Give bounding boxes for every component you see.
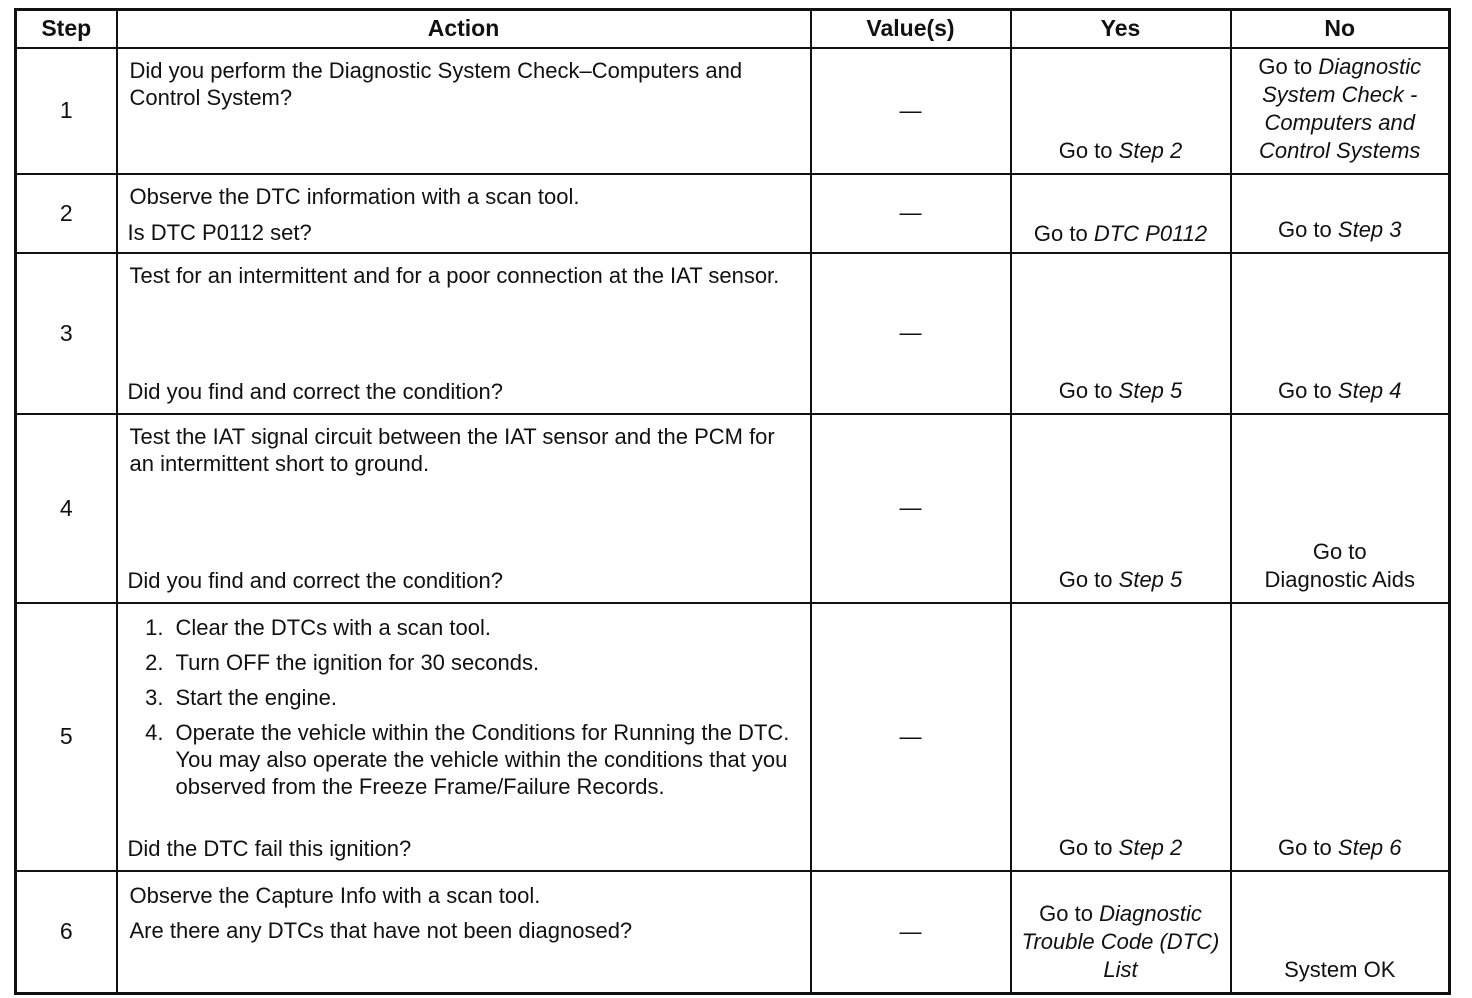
yes-cell [1011,603,1231,871]
action-cell [117,414,811,603]
action-cell [117,174,811,253]
no-cell [1231,603,1450,871]
diagnostic-table [14,8,1451,995]
no-text: Go to Step 4 [1277,377,1402,403]
table-row-step-4 [16,414,1450,603]
no-text-line-2: Diagnostic Aids [1264,566,1415,592]
yes-text: Go to Step 5 [1058,377,1183,403]
no-cell [1231,48,1450,174]
table-row-step-3 [16,253,1450,414]
list-item: 4. Operate the vehicle within the Conditions for Running the DTC. You may also operate the vehicle within the conditions that you observed from the Freeze Frame/Failure Records. [145,719,790,799]
action-text: Did you perform the Diagnostic System Check–Computers and Control System? [129,57,743,110]
yes-text: Go to Step 5 [1058,566,1183,592]
no-text [1236,538,1445,594]
list-item: 3. Start the engine. [145,684,337,710]
no-text: Go to Diagnostic System Check - Computers and Control Systems [1258,53,1422,163]
step-number: 5 [16,603,117,871]
action-steps-list [130,614,800,800]
step-number: 6 [16,871,117,994]
action-question: Is DTC P0112 set? [127,219,312,245]
no-cell [1231,174,1450,253]
no-text-line-1: Go to [1312,538,1367,564]
yes-cell [1011,871,1231,994]
action-cell [117,253,811,414]
no-text: Go to Step 6 [1277,834,1402,860]
table-row-step-6 [16,871,1450,994]
list-item: 1. Clear the DTCs with a scan tool. [145,614,491,640]
no-text: Go to Step 3 [1277,216,1402,242]
value-cell: — [811,414,1011,603]
yes-cell [1011,253,1231,414]
no-text: System OK [1284,957,1396,982]
value-cell: — [811,871,1011,994]
value-cell: — [811,48,1011,174]
step-number: 3 [16,253,117,414]
action-question: Did you find and correct the condition? [127,378,503,404]
header-values: Value(s) [811,10,1011,48]
value-cell: — [811,174,1011,253]
yes-cell [1011,48,1231,174]
yes-text: Go to DTC P0112 [1033,220,1208,246]
step-number: 4 [16,414,117,603]
step-number: 1 [16,48,117,174]
action-question: Are there any DTCs that have not been diagnosed? [129,917,633,943]
yes-text: Go to Step 2 [1058,834,1183,860]
yes-text: Go to Diagnostic Trouble Code (DTC) List [1021,901,1220,982]
header-action: Action [117,10,811,48]
yes-text: Go to Step 2 [1058,137,1183,163]
action-question: Did the DTC fail this ignition? [127,835,412,861]
action-text: Observe the Capture Info with a scan tool. [129,882,541,908]
action-question: Did you find and correct the condition? [127,567,503,593]
header-no: No [1231,10,1450,48]
step-number: 2 [16,174,117,253]
action-text: Test for an intermittent and for a poor connection at the IAT sensor. [129,262,780,288]
action-text: Observe the DTC information with a scan tool. [129,183,580,209]
value-cell: — [811,253,1011,414]
header-yes: Yes [1011,10,1231,48]
table-row-step-2 [16,174,1450,253]
table-row-step-1 [16,48,1450,174]
no-cell [1231,414,1450,603]
list-item: 2. Turn OFF the ignition for 30 seconds. [145,649,540,675]
header-row [16,10,1450,48]
action-text: Test the IAT signal circuit between the IAT sensor and the PCM for an intermittent short to ground. [129,423,775,476]
table-row-step-5 [16,603,1450,871]
no-cell [1231,253,1450,414]
action-cell [117,871,811,994]
header-step: Step [16,10,117,48]
yes-cell [1011,174,1231,253]
value-cell: — [811,603,1011,871]
yes-cell [1011,414,1231,603]
action-list-wrap [130,614,800,808]
action-cell [117,48,811,174]
action-cell [117,603,811,871]
no-cell [1231,871,1450,994]
